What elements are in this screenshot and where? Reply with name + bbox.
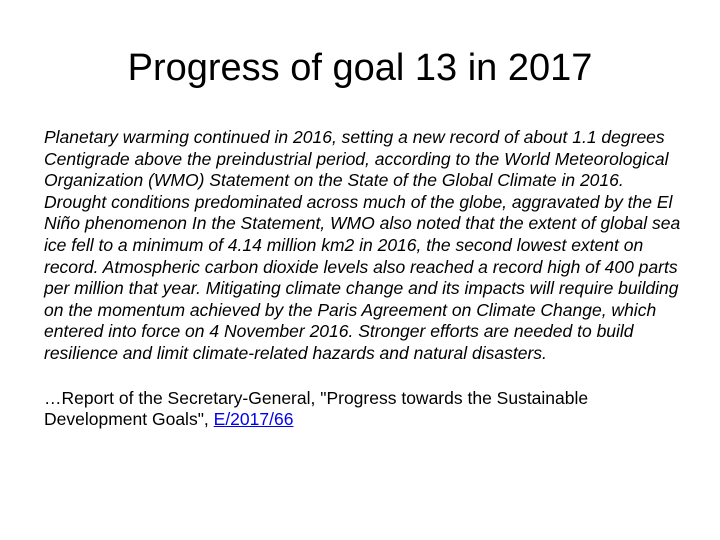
- slide-body: [44, 127, 684, 431]
- slide-title: Progress of goal 13 in 2017: [127, 47, 593, 89]
- document-link[interactable]: E/2017/66: [213, 409, 294, 430]
- citation-paragraph: [44, 388, 684, 431]
- citation-text: …Report of the Secretary-General, "Progress towards the Sustainable Development Goals",: [44, 387, 589, 430]
- quote-paragraph: Planetary warming continued in 2016, setting a new record of about 1.1 degrees Centigrade above the preindustrial period, according to the World Meteorological Organization (WMO) Statement on the State of the Global Climate in 2016. Drought conditions predominated across much of the globe, aggravated by the El Niño phenomenon In the Statement, WMO also noted that the extent of global sea ice fell to a minimum of 4.14 million km2 in 2016, the second lowest extent on record. Atmospheric carbon dioxide levels also reached a record high of 400 parts per million that year. Mitigating climate change and its impacts will require building on the momentum achieved by the Paris Agreement on Climate Change, which entered into force on 4 November 2016. Stronger efforts are needed to build resilience and limit climate-related hazards and natural disasters.: [44, 127, 681, 363]
